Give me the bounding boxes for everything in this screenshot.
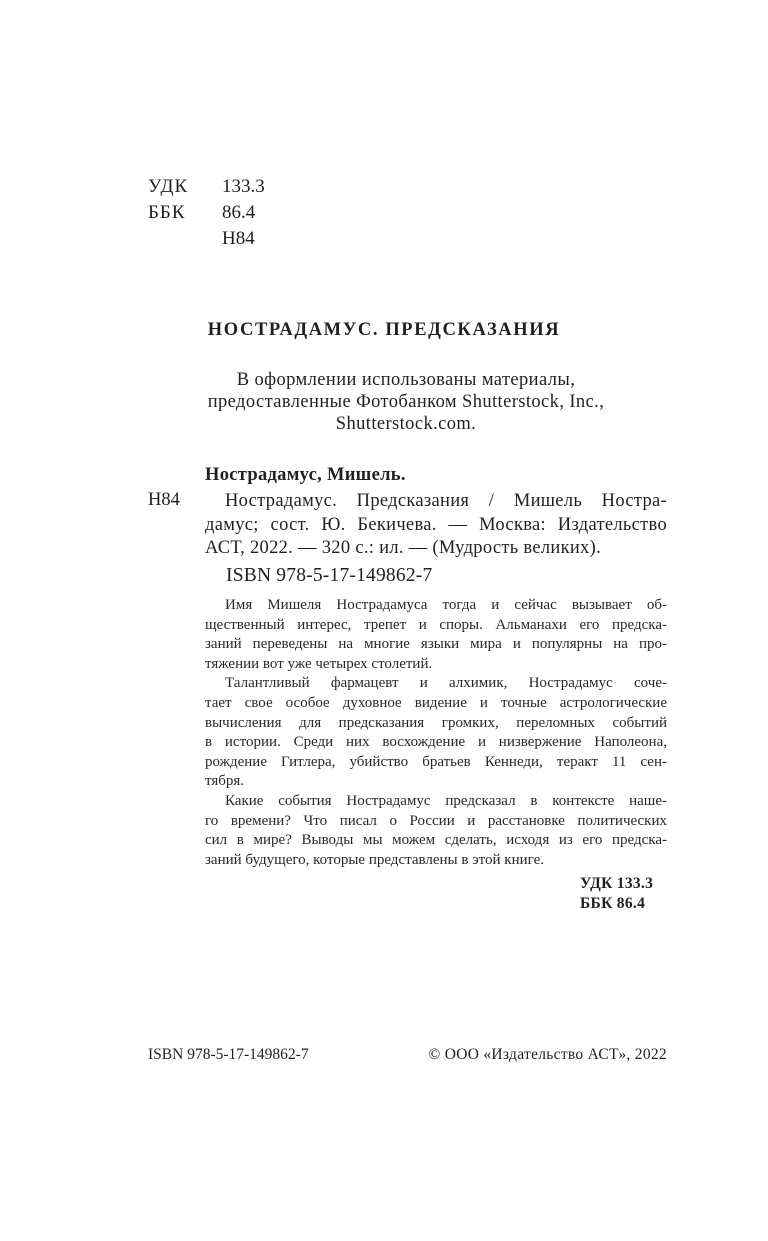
biblio-line: дамус; сост. Ю. Бекичева. — Москва: Издательство bbox=[205, 514, 667, 535]
udk-row bbox=[148, 174, 265, 200]
bibliographic-description bbox=[205, 490, 667, 561]
bbk-value: 86.4 bbox=[222, 202, 256, 223]
catalog-author-mark: Н84 bbox=[148, 490, 180, 510]
annotation-line: тября. bbox=[205, 773, 245, 790]
udk-summary: УДК 133.3 bbox=[580, 875, 654, 892]
udk-value: 133.3 bbox=[222, 176, 265, 197]
image-credits bbox=[0, 369, 768, 435]
annotation-paragraph bbox=[205, 674, 667, 792]
annotation-line: заний будущего, которые представлены в этой книге. bbox=[205, 851, 544, 868]
annotation-line: в истории. Среди них восхождение и низвержение Наполеона, bbox=[205, 734, 667, 751]
annotation-line: тяжении вот уже четырех столетий. bbox=[205, 655, 433, 672]
credits-line: Shutterstock.com. bbox=[335, 414, 477, 434]
credits-line: В оформлении использованы материалы, bbox=[236, 370, 576, 390]
annotation-line: щественный интерес, трепет и споры. Альманахи его предска- bbox=[205, 616, 667, 633]
annotation-line: Имя Мишеля Нострадамуса тогда и сейчас вызывает об- bbox=[225, 597, 667, 613]
author-mark-label bbox=[148, 226, 222, 252]
credits-line: предоставленные Фотобанком Shutterstock, Inc., bbox=[207, 392, 605, 412]
bbk-row bbox=[148, 200, 265, 226]
author-mark-row bbox=[148, 226, 265, 252]
biblio-line: Нострадамус. Предсказания / Мишель Нострa- bbox=[225, 491, 667, 511]
annotation-line: тает свое особое духовное видение и точные астрологические bbox=[205, 694, 667, 711]
catalog-author: Нострадамус, Мишель. bbox=[205, 465, 406, 485]
annotation-line: рождение Гитлера, убийство братьев Кеннеди, теракт 11 сен- bbox=[205, 753, 667, 770]
annotation-paragraph bbox=[205, 596, 667, 674]
annotation-line: заний переведены на многие языки мира и популярны на про- bbox=[205, 636, 667, 653]
annotation-line: Какие события Нострадамус предсказал в контексте наше- bbox=[225, 792, 667, 809]
classification-block bbox=[148, 174, 265, 252]
bbk-summary: ББК 86.4 bbox=[580, 895, 646, 912]
annotation bbox=[205, 596, 667, 870]
annotation-line: сил в мире? Выводы мы можем сделать, исходя из его предска- bbox=[205, 832, 667, 849]
udk-label: УДК bbox=[148, 176, 189, 197]
author-mark-value: Н84 bbox=[222, 228, 255, 249]
annotation-line: го времени? Что писал о России и расстановке политических bbox=[205, 812, 667, 829]
bbk-label: ББК bbox=[148, 202, 186, 223]
annotation-paragraph bbox=[205, 792, 667, 870]
book-title: НОСТРАДАМУС. ПРЕДСКАЗАНИЯ bbox=[207, 320, 561, 340]
annotation-line: Талантливый фармацевт и алхимик, Нострадамус соче- bbox=[225, 675, 667, 692]
biblio-line: АСТ, 2022. — 320 с.: ил. — (Мудрость великих). bbox=[205, 538, 601, 558]
footer-isbn: ISBN 978-5-17-149862-7 bbox=[148, 1046, 309, 1063]
classification-summary bbox=[580, 874, 653, 914]
footer-copyright: © ООО «Издательство АСТ», 2022 bbox=[428, 1046, 667, 1063]
catalog-isbn: ISBN 978-5-17-149862-7 bbox=[226, 565, 433, 586]
annotation-line: вычисления для предсказания громких, переломных событий bbox=[205, 714, 667, 731]
